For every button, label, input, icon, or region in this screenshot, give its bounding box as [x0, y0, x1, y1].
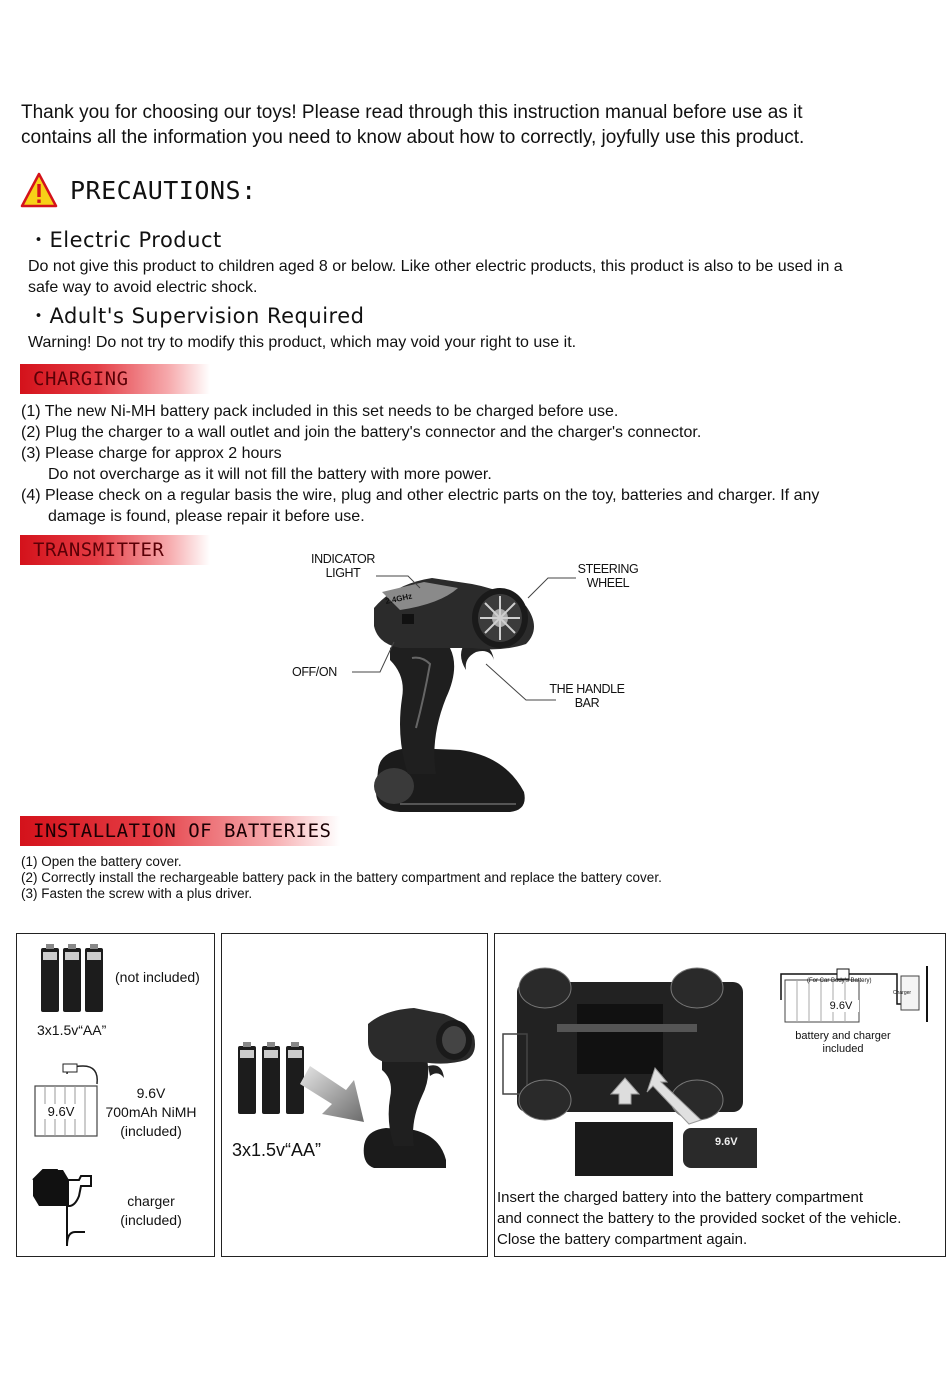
electric-product-text — [28, 256, 938, 298]
precautions-heading — [20, 170, 257, 210]
installation-item-1: (1) Open the battery cover. — [21, 854, 182, 869]
install-pack-panel — [494, 933, 946, 1257]
charger-tag: Charger — [893, 990, 912, 996]
charger-icon — [29, 1162, 109, 1250]
electric-line-1: Do not give this product to children aged 8 or below. Like other electric products, this product is also to be used in a — [28, 258, 843, 275]
charge-voltage-tag: 9.6V — [823, 1000, 859, 1012]
charging-band — [20, 364, 210, 394]
install-aa-label: 3x1.5v“AA” — [232, 1140, 322, 1160]
pack-voltage-tag: 9.6V — [39, 1104, 83, 1119]
installation-title: INSTALLATION OF BATTERIES — [33, 820, 332, 842]
transmitter-diagram — [290, 548, 650, 814]
charging-title: CHARGING — [33, 368, 129, 390]
charging-item-2: (2) Plug the charger to a wall outlet and join the battery's connector and the charger's connector. — [21, 424, 702, 441]
charge-tag: (For Car Body's Battery) — [807, 978, 872, 984]
electric-line-2: safe way to avoid electric shock. — [28, 279, 258, 296]
adult-supervision-heading: ・Adult's Supervision Required — [28, 304, 365, 328]
install-aa-panel — [221, 933, 488, 1257]
transmitter-band — [20, 535, 210, 565]
charging-item-3: (3) Please charge for approx 2 hours — [21, 445, 282, 462]
indicator-light-label: INDICATOR LIGHT — [311, 552, 375, 580]
intro-line-2: contains all the information you need to know about how to correctly, joyfully use this product. — [21, 127, 805, 148]
installation-list — [21, 854, 921, 902]
panel3-pack-voltage: 9.6V — [715, 1136, 738, 1148]
aa-batteries-icon — [39, 942, 105, 1014]
warning-icon — [20, 172, 58, 208]
contents-panel — [16, 933, 215, 1257]
installation-item-3: (3) Fasten the screw with a plus driver. — [21, 886, 253, 901]
intro-line-1: Thank you for choosing our toys! Please read through this instruction manual before use as it — [21, 102, 803, 123]
charger-label: charger (included) — [120, 1193, 182, 1228]
install-instructions: Insert the charged battery into the battery compartment and connect the battery to the provided socket of the vehicle. Close the battery compartment again. — [497, 1189, 902, 1248]
electric-product-heading: ・Electric Product — [28, 228, 222, 252]
intro-text — [21, 100, 921, 150]
steering-wheel-label: STEERING WHEEL — [577, 562, 639, 590]
precautions-title: PRECAUTIONS: — [70, 175, 257, 205]
battery-charger-illustration — [777, 964, 937, 1034]
adult-supervision-text: Warning! Do not try to modify this product, which may void your right to use it. — [28, 334, 577, 351]
battery-pack-icon — [31, 1062, 103, 1140]
charge-caption: battery and charger included — [795, 1030, 891, 1055]
transmitter-title: TRANSMITTER — [33, 539, 165, 561]
installation-item-2: (2) Correctly install the rechargeable battery pack in the battery compartment and replace the battery cover. — [21, 870, 662, 885]
pack-spec-label: 9.6V 700mAh NiMH (included) — [105, 1085, 197, 1139]
installation-band — [20, 816, 340, 846]
charging-item-4-cont: damage is found, please repair it before use. — [48, 508, 365, 525]
freq-badge: 2.4GHz — [384, 591, 413, 606]
handle-bar-label: THE HANDLE BAR — [549, 682, 625, 710]
off-on-label: OFF/ON — [292, 665, 337, 679]
aa-not-included-label: (not included) — [115, 969, 200, 985]
charging-item-4: (4) Please check on a regular basis the wire, plug and other electric parts on the toy, batteries and charger. If any — [21, 487, 820, 504]
charging-list — [21, 401, 931, 527]
car-underside-illustration — [497, 964, 757, 1194]
charging-item-1: (1) The new Ni-MH battery pack included in this set needs to be charged before use. — [21, 403, 619, 420]
charging-item-3-note: Do not overcharge as it will not fill the battery with more power. — [48, 466, 492, 483]
aa-spec-label: 3x1.5v“AA” — [37, 1022, 107, 1038]
